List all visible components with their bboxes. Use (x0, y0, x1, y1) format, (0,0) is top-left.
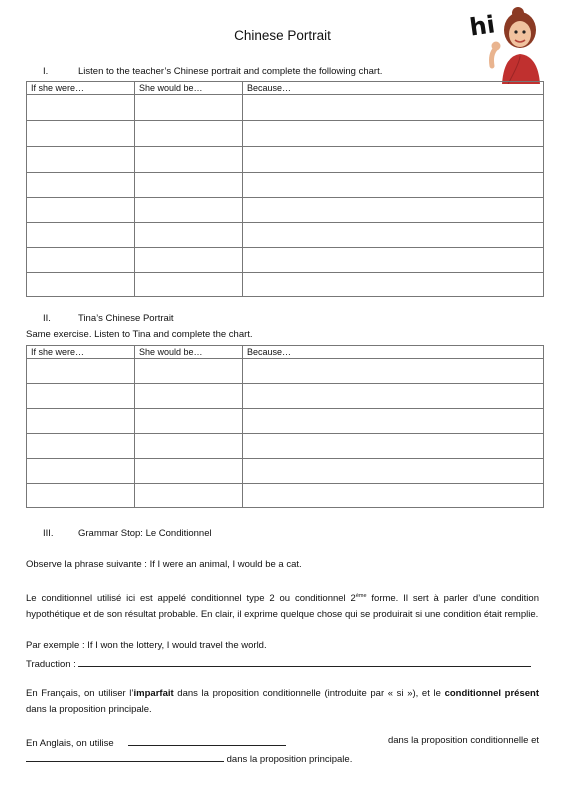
answer-cell[interactable] (135, 147, 243, 173)
translation-blank[interactable] (78, 656, 531, 667)
table-row (27, 384, 544, 409)
answer-cell[interactable] (27, 121, 135, 147)
column-header: If she were… (27, 346, 135, 359)
table-row (27, 359, 544, 384)
answer-cell[interactable] (135, 95, 243, 121)
section-number: III. (43, 528, 54, 539)
answer-cell[interactable] (27, 409, 135, 434)
section-title: Listen to the teacher’s Chinese portrait and complete the following chart. (78, 66, 383, 77)
answer-cell[interactable] (243, 459, 544, 484)
table-row (27, 459, 544, 484)
sticker-hi-text: hi (467, 10, 497, 42)
answer-cell[interactable] (27, 273, 135, 297)
section-title: Grammar Stop: Le Conditionnel (78, 528, 212, 539)
waving-avatar-sticker (462, 4, 557, 84)
answer-cell[interactable] (243, 359, 544, 384)
answer-cell[interactable] (27, 223, 135, 248)
french-rule-paragraph: En Français, on utiliser l’imparfait dans la proposition conditionnelle (introduite par « si »), et le conditionnel présent dans la proposition principale. (26, 688, 539, 715)
column-header: She would be… (135, 82, 243, 95)
column-header: Because… (243, 346, 544, 359)
answer-cell[interactable] (135, 198, 243, 223)
answer-cell[interactable] (135, 223, 243, 248)
chart-table-1 (26, 81, 544, 297)
section-number: I. (43, 66, 49, 77)
english-rule-text: dans la proposition conditionnelle et (387, 735, 539, 746)
answer-cell[interactable] (243, 95, 544, 121)
answer-cell[interactable] (243, 434, 544, 459)
answer-cell[interactable] (27, 384, 135, 409)
answer-cell[interactable] (135, 359, 243, 384)
answer-cell[interactable] (243, 409, 544, 434)
answer-cell[interactable] (243, 223, 544, 248)
answer-cell[interactable] (135, 434, 243, 459)
column-header: If she were… (27, 82, 135, 95)
page-title: Chinese Portrait (234, 28, 331, 43)
table-row (27, 248, 544, 273)
answer-cell[interactable] (243, 248, 544, 273)
answer-cell[interactable] (243, 484, 544, 508)
conditional-explanation: Le conditionnel utilisé ici est appelé conditionnel type 2 ou conditionnel 2ème forme. Il sert à parler d’une condition hypothétique et de son résultat probable. En clair, il exprime quelque chose qui se produirait si une condition était remplie. (26, 593, 539, 621)
answer-cell[interactable] (243, 273, 544, 297)
answer-cell[interactable] (135, 121, 243, 147)
table-row (27, 484, 544, 508)
answer-cell[interactable] (135, 384, 243, 409)
section-number: II. (43, 313, 51, 324)
answer-cell[interactable] (27, 95, 135, 121)
answer-cell[interactable] (135, 409, 243, 434)
table-row (27, 95, 544, 121)
answer-cell[interactable] (243, 121, 544, 147)
section-2-instruction: Same exercise. Listen to Tina and complete the chart. (26, 329, 253, 340)
answer-cell[interactable] (243, 173, 544, 198)
table-row (27, 173, 544, 198)
table-row (27, 223, 544, 248)
answer-cell[interactable] (135, 459, 243, 484)
answer-cell[interactable] (27, 173, 135, 198)
table-row (27, 434, 544, 459)
observe-sentence: Observe la phrase suivante : If I were an animal, I would be a cat. (26, 559, 302, 570)
answer-cell[interactable] (135, 248, 243, 273)
english-rule-line-1 (26, 735, 539, 749)
answer-cell[interactable] (243, 147, 544, 173)
example-sentence: Par exemple : If I won the lottery, I would travel the world. (26, 640, 267, 651)
english-rule-text: En Anglais, on utilise (26, 738, 114, 749)
table-row (27, 273, 544, 297)
english-conditional-blank[interactable] (128, 735, 286, 746)
table-header-row (27, 346, 544, 359)
table-row (27, 147, 544, 173)
answer-cell[interactable] (27, 484, 135, 508)
table-header-row (27, 82, 544, 95)
english-rule-line-2 (26, 751, 352, 765)
table-row (27, 121, 544, 147)
answer-cell[interactable] (243, 384, 544, 409)
translation-label: Traduction : (26, 659, 76, 670)
chart-table-2 (26, 345, 544, 508)
answer-cell[interactable] (27, 147, 135, 173)
answer-cell[interactable] (27, 198, 135, 223)
answer-cell[interactable] (27, 248, 135, 273)
answer-cell[interactable] (135, 273, 243, 297)
section-title: Tina’s Chinese Portrait (78, 313, 174, 324)
english-rule-text: dans la proposition principale. (226, 754, 353, 765)
answer-cell[interactable] (135, 173, 243, 198)
answer-cell[interactable] (243, 198, 544, 223)
answer-cell[interactable] (27, 359, 135, 384)
answer-cell[interactable] (27, 434, 135, 459)
translation-line (26, 656, 539, 670)
column-header: Because… (243, 82, 544, 95)
column-header: She would be… (135, 346, 243, 359)
answer-cell[interactable] (135, 484, 243, 508)
english-main-clause-blank[interactable] (26, 751, 224, 762)
table-row (27, 409, 544, 434)
answer-cell[interactable] (27, 459, 135, 484)
table-row (27, 198, 544, 223)
